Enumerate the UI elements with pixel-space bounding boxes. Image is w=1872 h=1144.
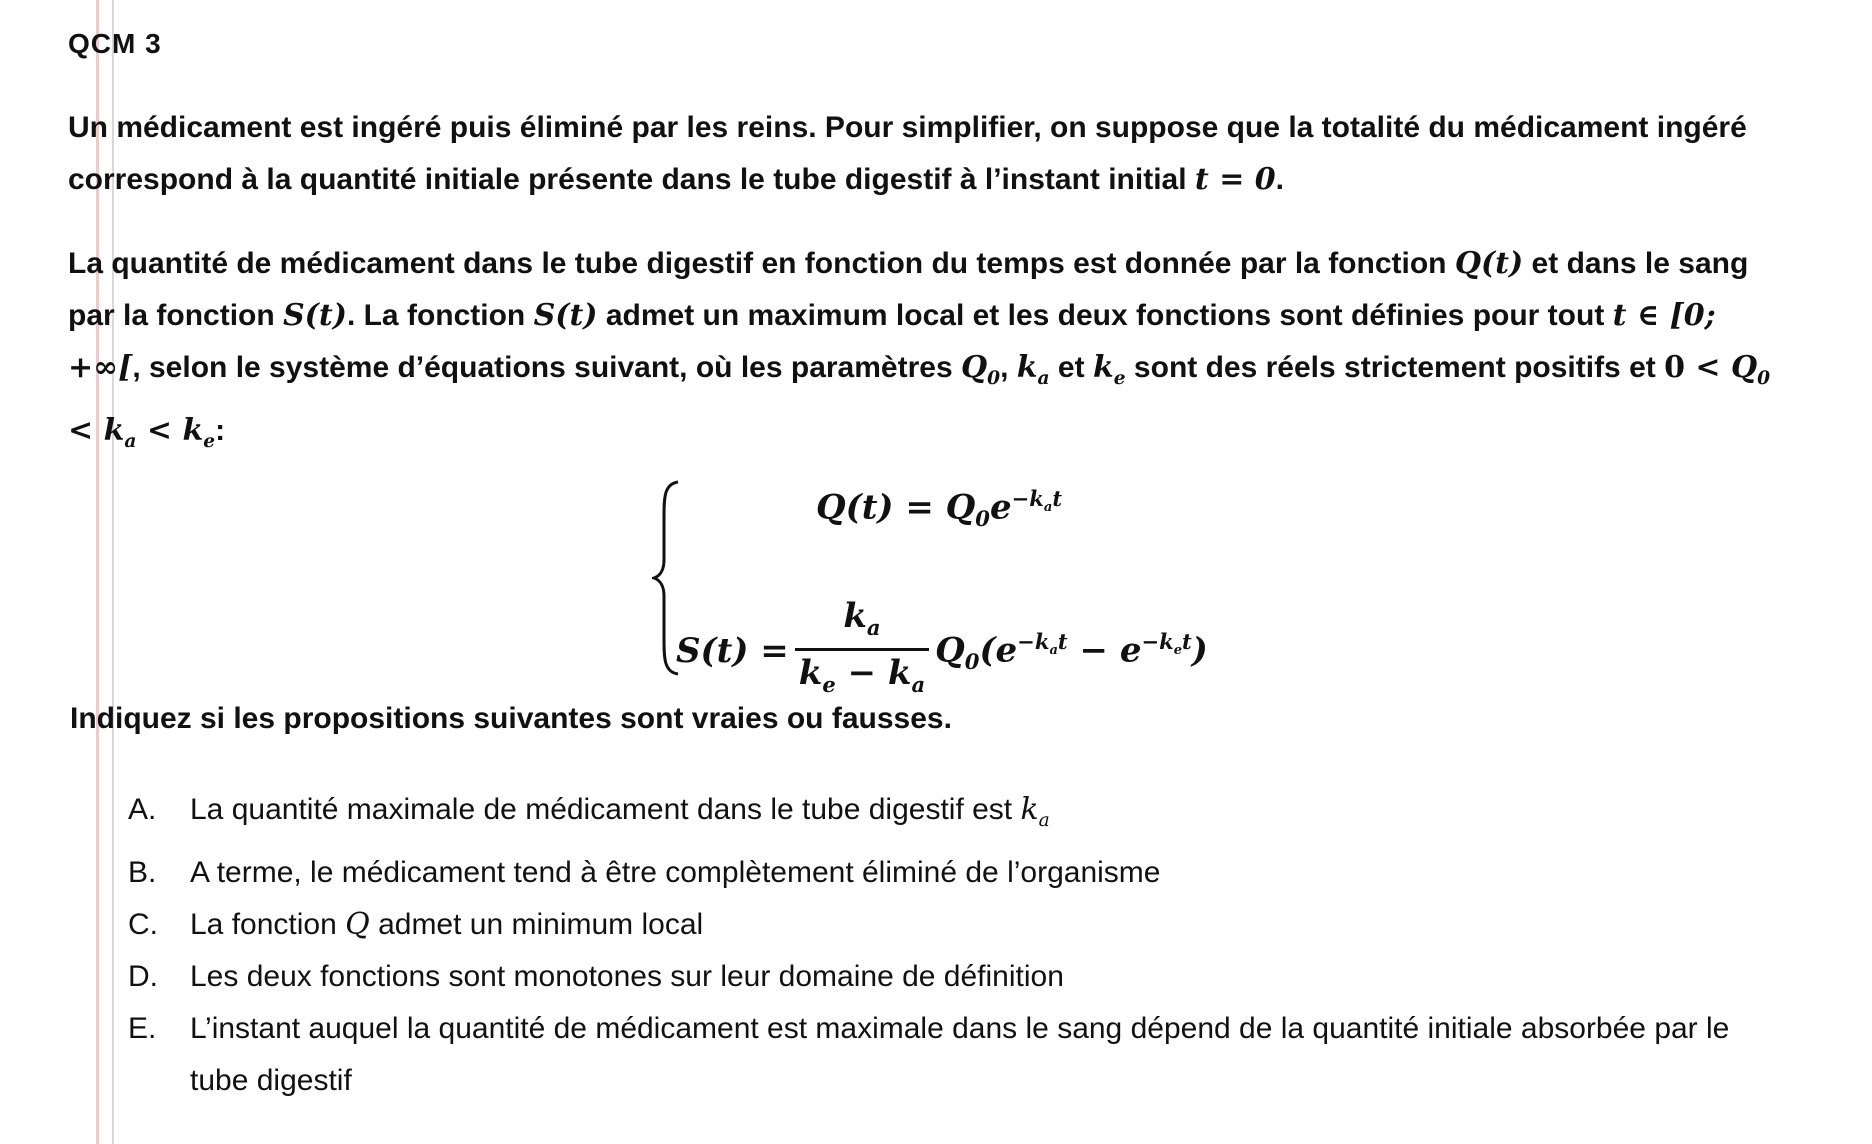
text-segment: admet un minimum local [369,908,704,941]
math-symbol: Q [1731,350,1758,385]
math-symbol: Q [345,907,370,942]
option-e [128,1003,1768,1107]
math-subscript: a [1037,368,1050,389]
math-St: S(t) [533,298,598,333]
math-t0: t = 0 [1194,162,1276,197]
option-text: A terme, le médicament tend à être complètement éliminé de l’organisme [190,856,1161,889]
text-segment: : [215,414,226,447]
math-domain: t ∈ [0; +∞[ [68,298,1716,385]
text-segment: et dans le sang par la fonction [68,247,1749,332]
option-text: Les deux fonctions sont monotones sur leur domaine de définition [190,960,1064,993]
text-segment: et [1049,351,1093,384]
intro-end: . [1275,163,1284,196]
option-letter: B. [128,856,157,889]
math-subscript: a [124,431,137,452]
math-subscript: a [1038,810,1050,831]
math-subscript: e [203,431,216,452]
fraction [795,596,929,707]
options-list [128,784,1768,1107]
text-segment: La quantité de médicament dans le tube digestif en fonction du temps est donnée par la fonction [68,247,1455,280]
option-text: L’instant auquel la quantité de médicament est maximale dans le sang dépend de la quantité initiale absorbée par le tube digestif [190,1012,1730,1097]
text-segment: , selon le système d’équations suivant, où les paramètres [132,351,961,384]
text-segment: , [1000,351,1017,384]
option-letter: A. [128,793,157,826]
intro-paragraph [68,102,1788,206]
math-symbol: k [103,413,125,448]
text-segment: La quantité maximale de médicament dans le tube digestif est [190,793,1021,826]
intro-text: Un médicament est ingéré puis éliminé par les reins. Pour simplifier, on suppose que la totalité du médicament ingéré correspond à la quantité initiale présente dans le tube digestif à l’instant initial [68,111,1747,196]
fraction-denominator [795,651,929,707]
math-symbol: t [1182,628,1192,654]
math-symbol: k [887,652,912,693]
math-subscript: 0 [975,506,990,532]
math-symbol: −k [1017,628,1050,654]
math-subscript: e [1113,368,1126,389]
math-symbol: < [68,413,104,448]
option-c [128,899,1768,951]
text-segment: admet un maximum local et les deux fonctions sont définies pour tout [597,299,1613,332]
math-symbol: k [1020,792,1039,827]
math-symbol: ) [1191,630,1208,671]
math-subscript: e [822,671,836,697]
equation-system [652,478,1252,697]
equation-S [676,596,1208,707]
math-subscript: a [1049,642,1058,658]
math-subscript: 0 [987,368,1001,389]
math-Q0 [960,350,1001,389]
math-ka [1016,350,1050,389]
question-title: QCM 3 [68,28,162,59]
option-d [128,951,1768,1003]
math-symbol: 0 < [1664,350,1731,385]
math-exponent [1011,486,1063,516]
option-text [190,899,1768,951]
math-symbol: k [843,596,867,636]
math-symbol: k [1016,350,1038,385]
math-symbol: k [182,413,204,448]
math-subscript: a [1043,500,1053,516]
math-ke [1092,350,1126,389]
math-symbol: −k [1011,486,1044,511]
math-symbol: Q [960,350,988,385]
option-letter: D. [128,960,158,993]
math-symbol: − [835,652,888,693]
math-symbol: k [798,652,823,693]
math-subscript: e [1173,642,1183,658]
math-symbol: − e [1067,630,1142,671]
math-symbol: e [989,487,1012,528]
math-subscript: 0 [964,648,980,674]
text-segment: . La fonction [346,299,534,332]
text-segment: sont des réels strictement positifs et [1125,351,1665,384]
option-letter: C. [128,908,158,941]
math-symbol: (e [979,630,1018,671]
math-subscript: a [911,671,926,697]
math-symbol: t [1052,486,1063,511]
math-symbol: Q(t) = Q [816,487,976,528]
definition-paragraph [68,238,1788,468]
option-b [128,847,1768,899]
equation-S-rhs [935,629,1208,674]
option-letter: E. [128,1012,157,1045]
math-symbol: S(t) = [676,631,789,672]
text-segment: La fonction [190,908,346,941]
math-St: S(t) [283,298,347,333]
equation-Q [816,486,1062,531]
math-symbol: −k [1141,628,1174,654]
instruction-text: Indiquez si les propositions suivantes sont vraies ou fausses. [70,702,952,735]
math-symbol: t [1057,628,1068,654]
math-exponent [1017,628,1068,658]
fraction-numerator [839,596,884,648]
option-a [128,784,1768,847]
math-symbol: < [136,413,183,448]
math-subscript: a [866,614,881,640]
option-text [190,784,1768,847]
math-exponent [1141,628,1192,658]
math-subscript: 0 [1757,368,1771,389]
math-symbol: k [1092,350,1114,385]
math-Qt: Q(t) [1454,246,1524,281]
math-symbol: Q [935,630,965,671]
